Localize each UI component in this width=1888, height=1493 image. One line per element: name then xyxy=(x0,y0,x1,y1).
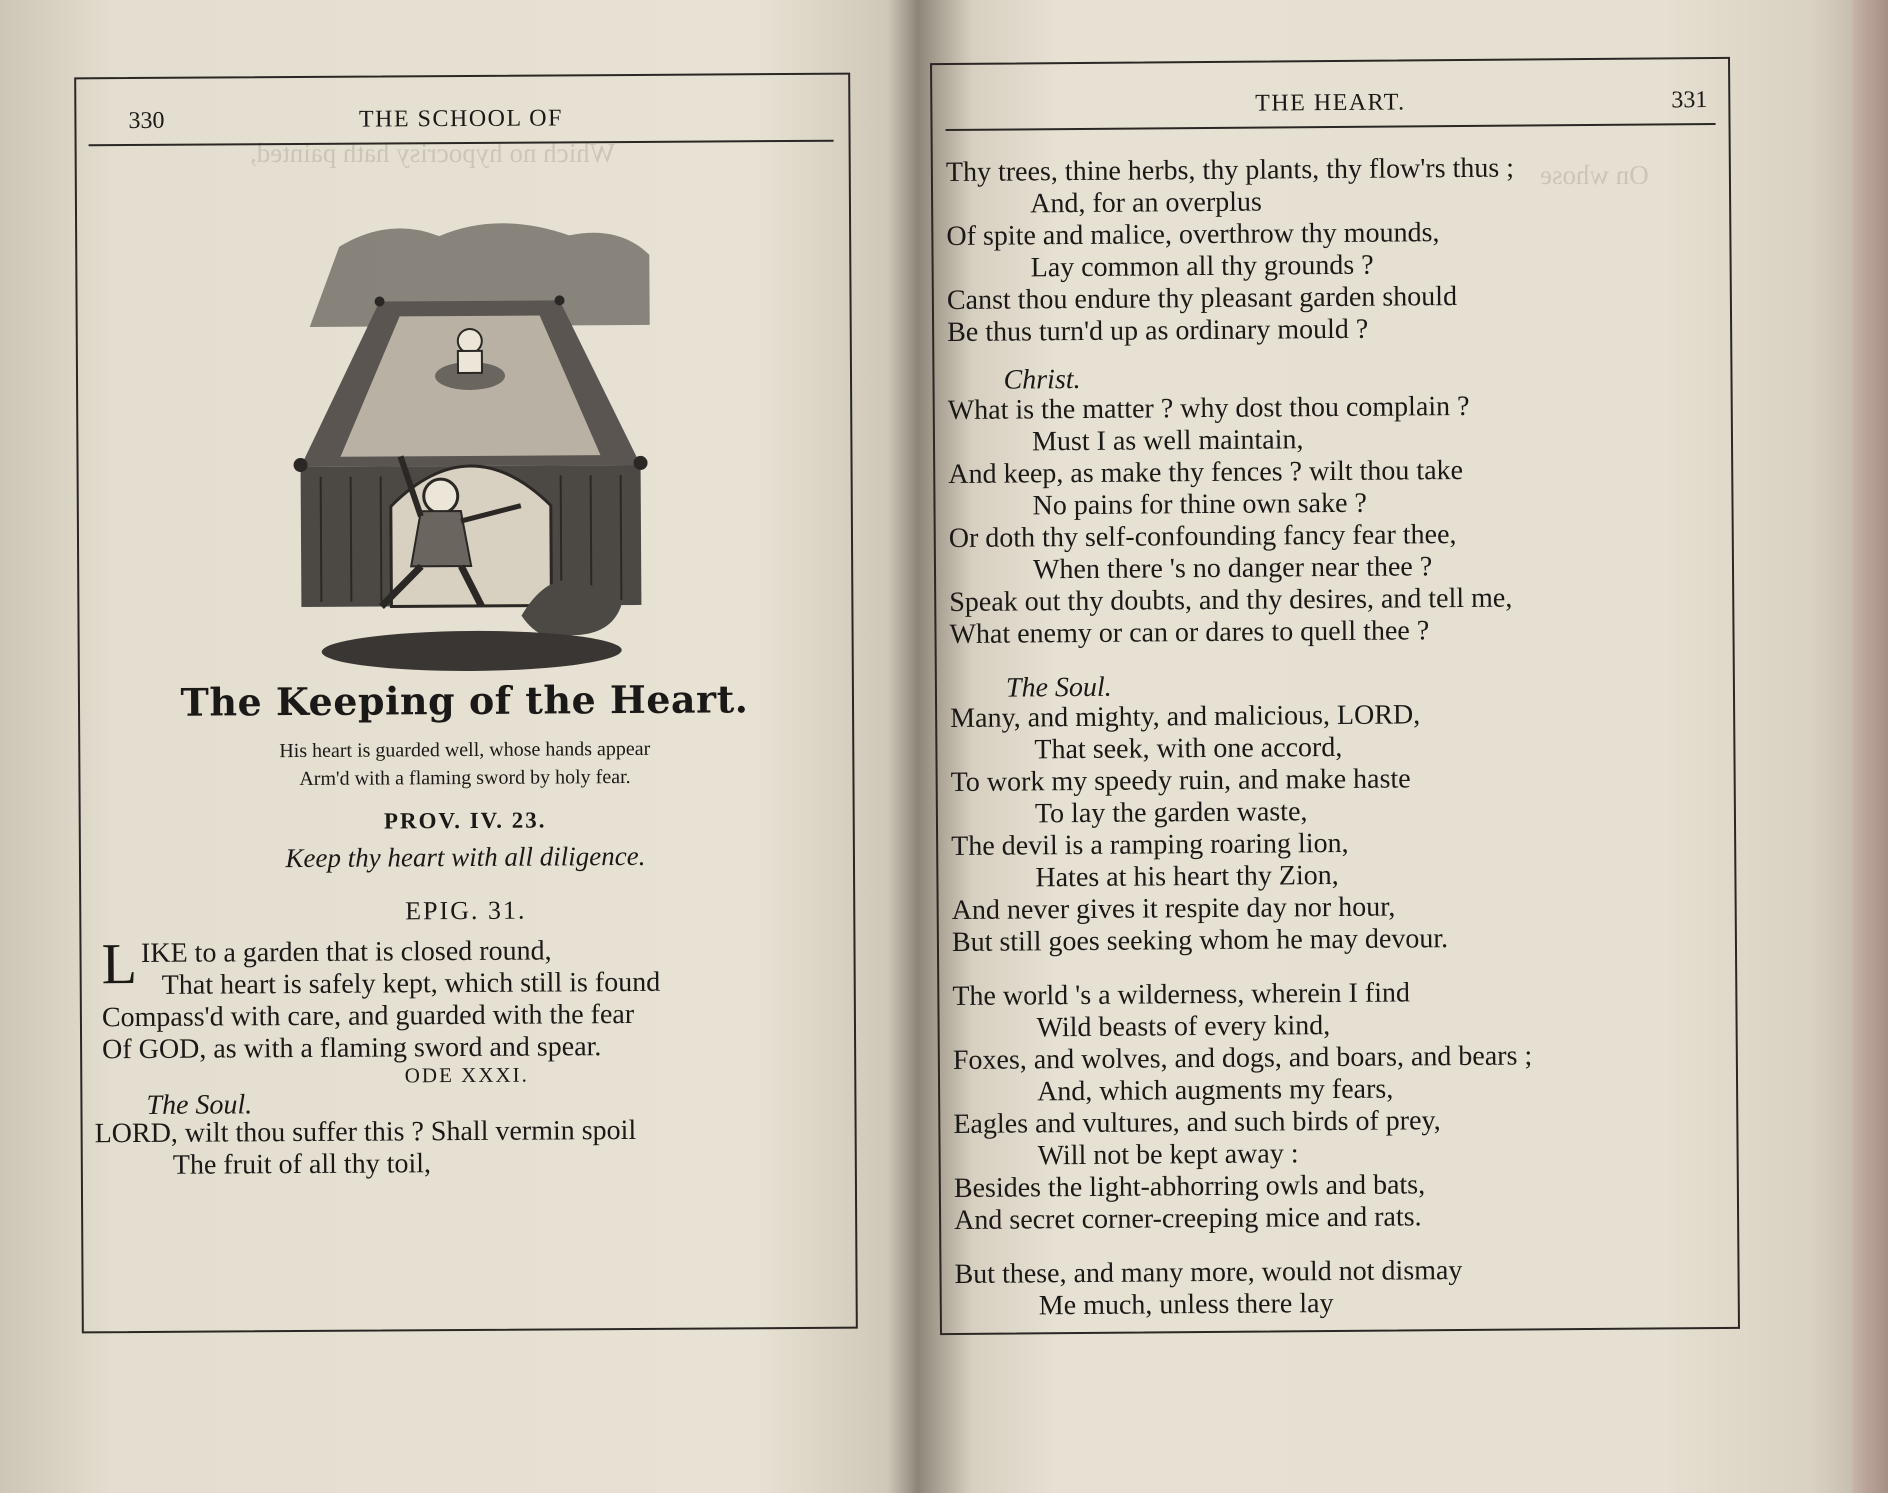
running-title: THE SCHOOL OF xyxy=(358,105,563,133)
scripture-text: Keep thy heart with all diligence. xyxy=(285,840,646,874)
scripture-reference: PROV. IV. 23. xyxy=(383,807,547,834)
stanza-3 xyxy=(950,699,1448,959)
running-title: THE HEART. xyxy=(1255,89,1406,117)
epigram-line-2: That heart is safely kept, which still is found xyxy=(161,966,661,1001)
epigram-line-1: LIKE to a garden that is closed round, xyxy=(101,931,552,997)
caption-line-2: Arm'd with a flaming sword by holy fear. xyxy=(299,765,631,791)
ode-heading: ODE XXXI. xyxy=(404,1062,529,1088)
book-edge xyxy=(1852,0,1888,1493)
speaker-soul: The Soul. xyxy=(146,1089,253,1121)
verse-line: To lay the garden waste, xyxy=(1034,796,1308,830)
verse-line: Many, and mighty, and malicious, LORD, xyxy=(950,699,1421,735)
stanza-5 xyxy=(954,1255,1462,1323)
verse-line: Of spite and malice, overthrow thy mounds, xyxy=(946,217,1440,253)
verse-line: But these, and many more, would not dismay xyxy=(954,1255,1463,1291)
ode-line-2: The fruit of all thy toil, xyxy=(172,1148,432,1181)
epigram-line-4: Of GOD, as with a flaming sword and spear. xyxy=(102,1031,602,1066)
verse-line: And keep, as make thy fences ? wilt thou take xyxy=(948,454,1464,491)
stanza-2 xyxy=(948,391,1513,651)
verse-line: And, which augments my fears, xyxy=(1037,1073,1394,1108)
verse-line: The world 's a wilderness, wherein I find xyxy=(952,977,1411,1013)
right-page xyxy=(945,69,1725,1322)
speaker-christ: Christ. xyxy=(1003,363,1081,396)
page-number: 330 xyxy=(128,107,165,135)
epigram-line-3: Compass'd with care, and guarded with the fear xyxy=(101,998,635,1034)
verse-line: But still goes seeking whom he may devour. xyxy=(951,923,1449,959)
woodcut-illustration xyxy=(269,205,672,677)
verse-line: Lay common all thy grounds ? xyxy=(1030,249,1374,284)
ode-opening xyxy=(95,1115,637,1182)
verse-line: Canst thou endure thy pleasant garden should xyxy=(946,281,1458,317)
ode-line-1: LORD, wilt thou suffer this ? Shall vermin spoil xyxy=(94,1114,637,1150)
page-number: 331 xyxy=(1671,87,1708,114)
verse-line: Will not be kept away : xyxy=(1037,1138,1299,1172)
verse-line: And secret corner-creeping mice and rats. xyxy=(954,1201,1422,1237)
verse-line: Besides the light-abhorring owls and bats, xyxy=(953,1169,1426,1205)
verse-line: Speak out thy doubts, and thy desires, and tell me, xyxy=(949,582,1513,619)
caption-line-1: His heart is guarded well, whose hands appear xyxy=(279,737,651,763)
verse-line: And, for an overplus xyxy=(1030,186,1263,220)
verse-line: When there 's no danger near thee ? xyxy=(1032,551,1433,586)
running-head-right xyxy=(945,83,1715,131)
verse-line: The devil is a ramping roaring lion, xyxy=(951,827,1349,863)
bleed-through: On whose xyxy=(1540,160,1649,190)
verse-line: Hates at his heart thy Zion, xyxy=(1035,859,1339,894)
verse-line: That seek, with one accord, xyxy=(1034,731,1343,766)
verse-line: Be thus turn'd up as ordinary mould ? xyxy=(947,313,1369,349)
stanza-4 xyxy=(952,976,1533,1237)
verse-line: No pains for thine own sake ? xyxy=(1032,487,1367,522)
epigram-heading: EPIG. 31. xyxy=(405,895,527,926)
verse-line: What enemy or can or dares to quell thee ? xyxy=(949,615,1430,651)
verse-line: To work my speedy ruin, and make haste xyxy=(950,763,1411,799)
bleed-through: Which no hypocrisy hath painted, xyxy=(250,138,616,168)
drop-cap: L xyxy=(101,931,138,997)
verse-line: Eagles and vultures, and such birds of prey, xyxy=(953,1105,1441,1141)
verse-line: What is the matter ? why dost thou complain ? xyxy=(947,390,1470,427)
running-head-left xyxy=(88,100,833,147)
stanza-1 xyxy=(946,153,1516,349)
epigram xyxy=(101,931,661,1066)
verse-line: Must I as well maintain, xyxy=(1031,424,1304,458)
verse-line: And never gives it respite day nor hour, xyxy=(951,891,1396,927)
verse-line: Or doth thy self-confounding fancy fear thee, xyxy=(948,519,1457,555)
plate-title: The Keeping of the Heart. xyxy=(180,676,749,725)
speaker-soul: The Soul. xyxy=(1005,671,1112,704)
verse-line: Thy trees, thine herbs, thy plants, thy flow'rs thus ; xyxy=(945,152,1515,189)
verse-line: Me much, unless there lay xyxy=(1038,1288,1334,1322)
left-page xyxy=(88,86,840,1316)
verse-line: Foxes, and wolves, and dogs, and boars, and bears ; xyxy=(952,1040,1533,1077)
verse-line: Wild beasts of every kind, xyxy=(1036,1010,1331,1044)
